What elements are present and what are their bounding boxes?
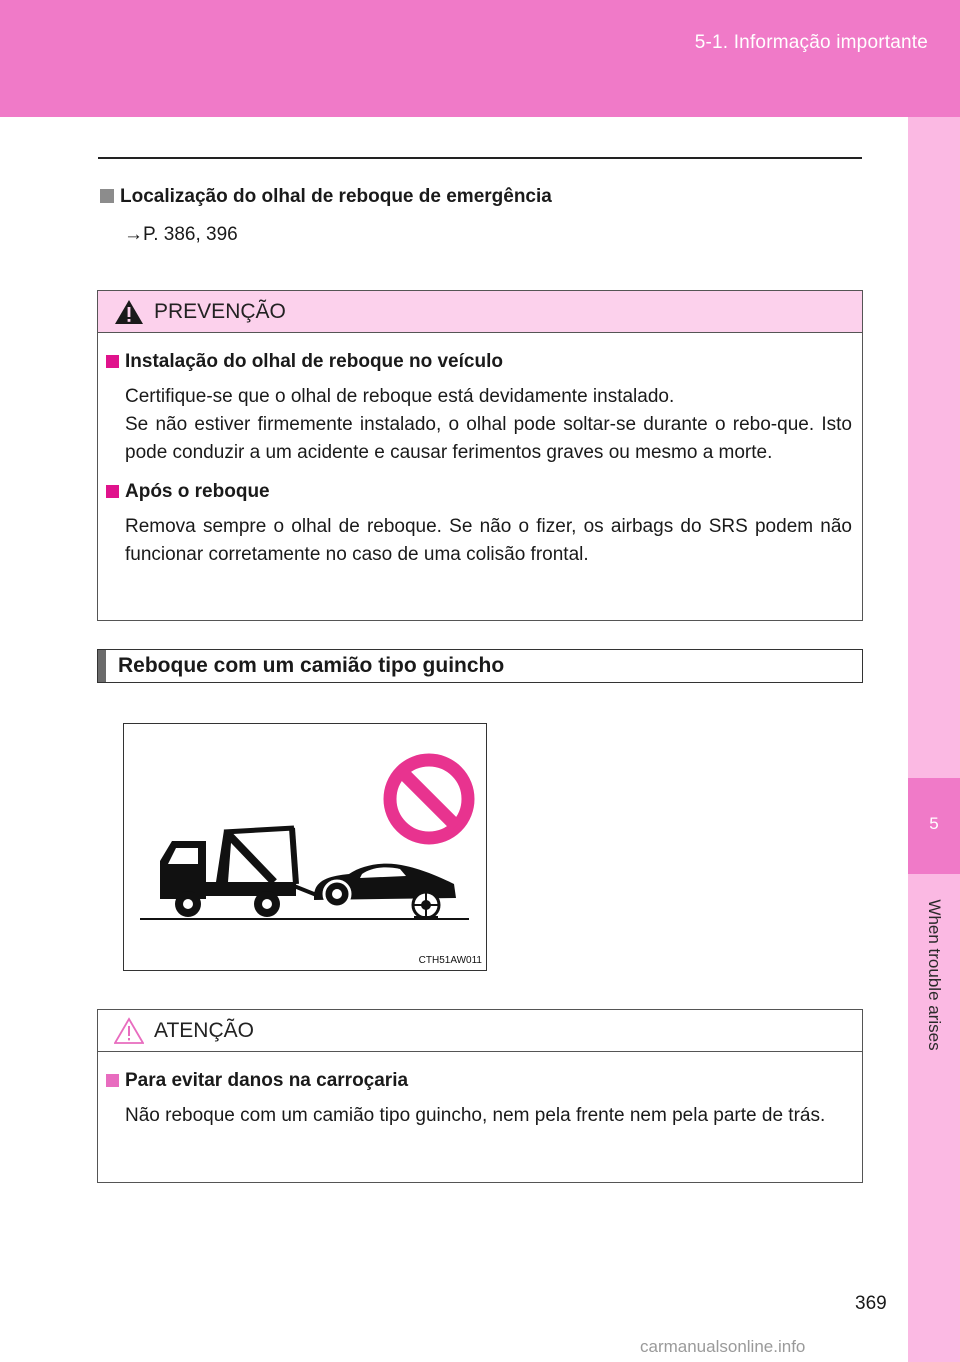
tow-truck-illustration xyxy=(123,723,487,971)
notice-item-title: Para evitar danos na carroçaria xyxy=(106,1070,862,1092)
tow-truck-drawing xyxy=(124,724,486,970)
chapter-label: When trouble arises xyxy=(925,899,944,1051)
square-bullet-icon xyxy=(100,189,114,203)
towed-car-icon xyxy=(314,864,456,920)
caution-item-body: Certifique-se que o olhal de reboque está devidamente instalado. Se não estiver firmemente instalado, o olhal pode soltar-se durante o rebo-que. Isto pode conduzir a um acidente e causar ferimentos graves ou mesmo a morte. xyxy=(125,386,852,463)
square-bullet-icon xyxy=(106,485,119,498)
caution-item-title: Após o reboque xyxy=(106,481,862,503)
prohibition-icon xyxy=(390,760,468,838)
watermark: carmanualsonline.info xyxy=(640,1337,806,1356)
section-heading-bar xyxy=(97,649,863,683)
emergency-hook-heading: Localização do olhal de reboque de emergência xyxy=(100,186,552,208)
caution-triangle-icon xyxy=(114,1017,144,1045)
section-title: Reboque com um camião tipo guincho xyxy=(118,654,505,677)
notice-box xyxy=(97,1009,863,1183)
caution-box-title: PREVENÇÃO xyxy=(154,299,286,323)
caution-box xyxy=(97,290,863,621)
page-number: 369 xyxy=(855,1293,887,1314)
caution-box-header xyxy=(98,291,862,333)
caution-item-title: Instalação do olhal de reboque no veículo xyxy=(106,351,862,373)
notice-item-body: Não reboque com um camião tipo guincho, nem pela frente nem pela parte de trás. xyxy=(125,1105,826,1126)
square-bullet-icon xyxy=(106,1074,119,1087)
figure-code: CTH51AW011 xyxy=(418,955,482,966)
notice-box-title: ATENÇÃO xyxy=(154,1018,254,1042)
tow-truck-icon xyxy=(160,828,319,917)
header-section-title: 5-1. Informação importante xyxy=(694,32,928,53)
square-bullet-icon xyxy=(106,355,119,368)
warning-triangle-icon xyxy=(114,298,144,326)
chapter-number: 5 xyxy=(929,814,939,833)
page-header xyxy=(0,0,960,117)
top-divider xyxy=(98,157,862,159)
chapter-side-tab xyxy=(908,117,960,1362)
section-accent xyxy=(98,650,106,682)
notice-box-header xyxy=(98,1010,862,1052)
caution-item-body: Remova sempre o olhal de reboque. Se não o fizer, os airbags do SRS podem não funcionar corretamente no caso de uma colisão frontal. xyxy=(125,516,852,565)
page-reference-link[interactable]: →P. 386, 396 xyxy=(124,224,238,245)
